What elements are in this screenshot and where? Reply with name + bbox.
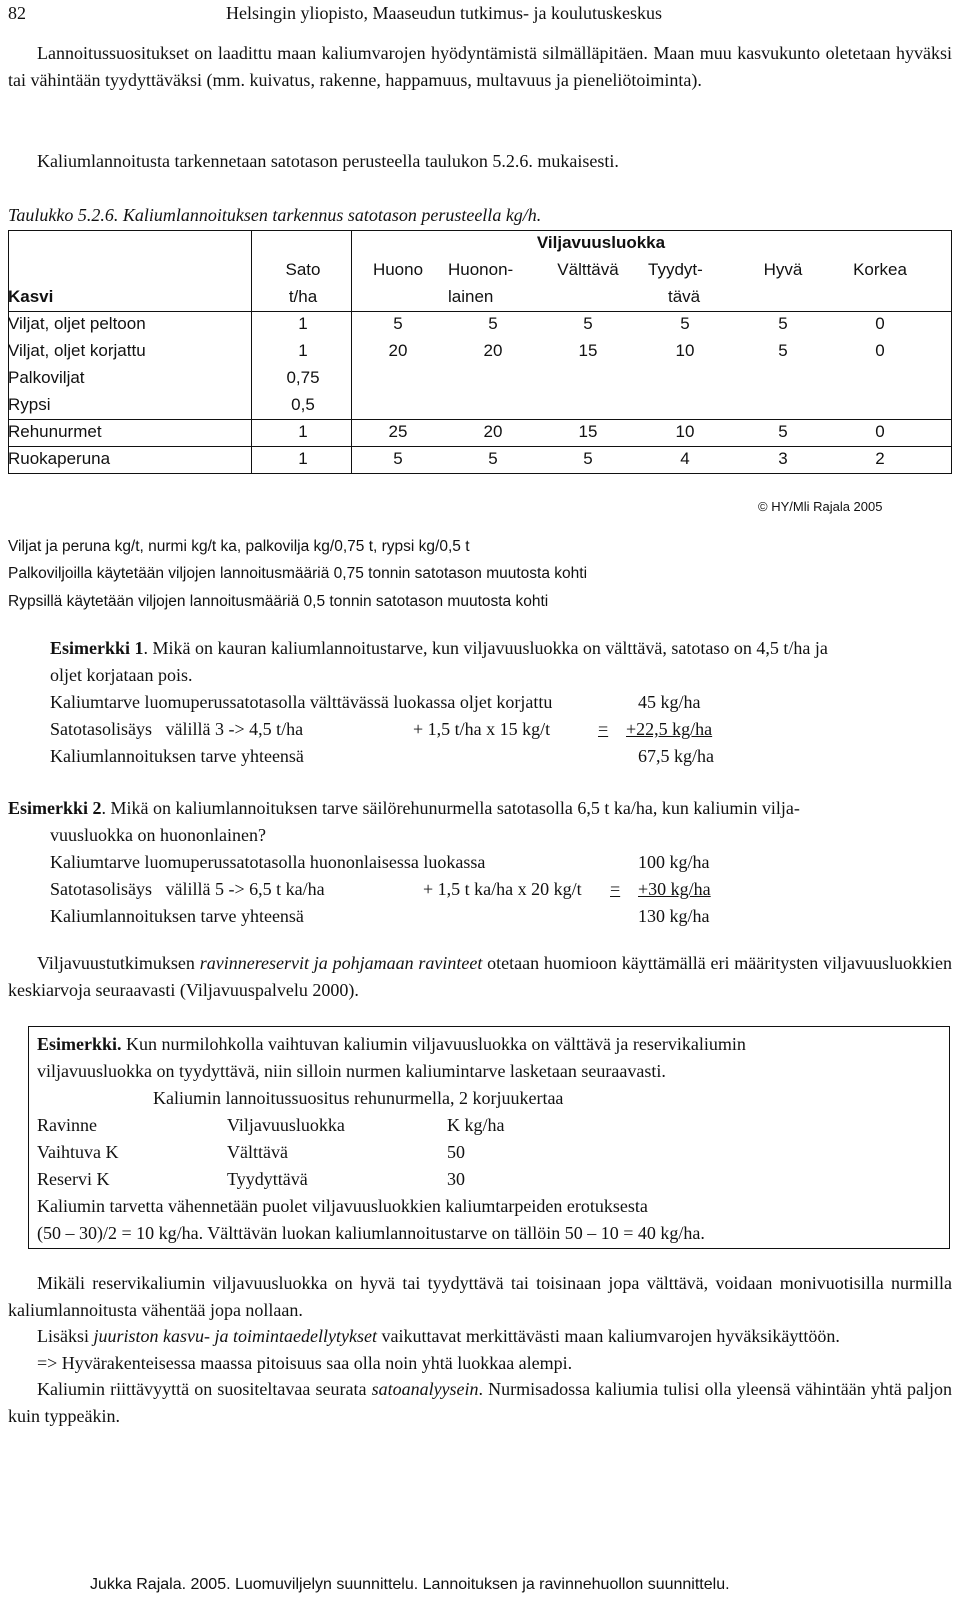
row-value: 25	[388, 422, 408, 441]
col-tyydyttava-2: tävä	[668, 287, 701, 306]
table-caption: Taulukko 5.2.6. Kaliumlannoituksen tarkennus satotason perusteella kg/h.	[8, 205, 542, 225]
row-sato: 1	[298, 449, 308, 468]
row-value: 3	[778, 449, 788, 468]
intro-paragraph: Lannoitussuositukset on laadittu maan kaliumvarojen hyödyntämistä silmälläpitäen. Maan muu kasvukunto oletetaan hyväksi tai vähintään tyydyttäväksi (mm. kuivatus, rakenne, happamuus, multavuus ja pieneliötoiminta).	[8, 43, 952, 90]
row-value: 5	[778, 422, 788, 441]
example-1-question: . Mikä on kauran kaliumlannoitustarve, kun viljavuusluokka on välttävä, satotaso on 4,5 t/ha ja	[143, 638, 828, 658]
row-value: 20	[483, 341, 503, 360]
row-value: 20	[388, 341, 408, 360]
col-huono: Huono	[372, 260, 424, 279]
row-sato: 1	[298, 341, 308, 360]
col-valttava: Välttävä	[557, 260, 619, 279]
row-value: 5	[488, 449, 498, 468]
row-value: 2	[875, 449, 885, 468]
example-1-value-3: 67,5 kg/ha	[638, 746, 714, 766]
box-r2-luokka: Tyydyttävä	[227, 1169, 308, 1189]
row-sato: 1	[298, 314, 308, 333]
fertilization-table	[8, 230, 952, 482]
note-line: Palkoviljoilla käytetään viljojen lannoitusmääriä 0,75 tonnin satotason muutosta kohti	[8, 565, 588, 583]
col-sato: Sato	[285, 260, 321, 279]
row-kasvi: Viljat, oljet korjattu	[8, 341, 146, 360]
col-hyva: Hyvä	[763, 260, 803, 279]
example-1-line-2: Satotasolisäys välillä 3 -> 4,5 t/ha	[50, 719, 304, 739]
row-value: 5	[680, 314, 690, 333]
example-2-question: . Mikä on kaliumlannoituksen tarve säilörehunurmella satotasolla 6,5 t ka/ha, kun kaliumin vilja-	[101, 798, 800, 818]
box-text-2: viljavuusluokka on tyydyttävä, niin silloin nurmen kaliumintarve lasketaan seuraavasti.	[37, 1061, 666, 1081]
example-2-line-2: Satotasolisäys välillä 5 -> 6,5 t ka/ha	[50, 879, 325, 899]
example-2	[8, 795, 952, 930]
row-value: 5	[488, 314, 498, 333]
example-2-value-2: +30 kg/ha	[638, 879, 711, 899]
example-2-value-3: 130 kg/ha	[638, 906, 710, 926]
row-value: 5	[393, 449, 403, 468]
box-r1-luokka: Välttävä	[227, 1142, 288, 1162]
example-box	[28, 1026, 950, 1249]
row-value: 0	[875, 341, 885, 360]
row-kasvi: Ruokaperuna	[8, 449, 111, 468]
example-2-label: Esimerkki 2	[8, 798, 102, 818]
row-value: 4	[680, 449, 690, 468]
example-2-line-1: Kaliumtarve luomuperussatotasolla huononlaisessa luokassa	[50, 852, 486, 872]
row-value: 15	[578, 422, 598, 441]
row-sato: 1	[298, 422, 308, 441]
running-head: Helsingin yliopisto, Maaseudun tutkimus- ja koulutuskeskus	[226, 3, 662, 23]
box-r1-ravinne: Vaihtuva K	[37, 1142, 119, 1162]
closing-paragraph-4	[8, 1376, 952, 1429]
page-footer: Jukka Rajala. 2005. Luomuviljelyn suunnittelu. Lannoituksen ja ravinnehuollon suunnittelu.	[90, 1576, 730, 1593]
closing-emphasis: juuriston kasvu- ja toimintaedellytykset	[93, 1326, 377, 1346]
closing-paragraph-1: Mikäli reservikaliumin viljavuusluokka on hyvä tai tyydyttävä tai toisinaan jopa välttävä, voidaan monivuotisilla nurmilla kaliumlannoitusta vähentää jopa nollaan.	[8, 1273, 952, 1320]
intro-paragraph-2: Kaliumlannoitusta tarkennetaan satotason perusteella taulukon 5.2.6. mukaisesti.	[37, 151, 619, 171]
col-tyydyttava: Tyydyt-	[648, 260, 703, 279]
example-1-value-1: 45 kg/ha	[638, 692, 701, 712]
closing-text: Kaliumin riittävyyttä on suositeltavaa seurata	[37, 1379, 372, 1399]
example-2-value-1: 100 kg/ha	[638, 852, 710, 872]
box-r1-kg: 50	[447, 1142, 465, 1162]
row-sato: 0,75	[286, 368, 320, 387]
row-kasvi: Palkoviljat	[8, 368, 85, 387]
reserve-emphasis: ravinnereservit ja pohjamaan ravinteet	[199, 953, 483, 973]
row-value: 5	[778, 341, 788, 360]
col-kasvi: Kasvi	[8, 287, 54, 306]
example-2-eq: =	[610, 879, 621, 899]
box-th-luokka: Viljavuusluokka	[227, 1115, 345, 1135]
row-value: 0	[875, 422, 885, 441]
note-line: Viljat ja peruna kg/t, nurmi kg/t ka, palkovilja kg/0,75 t, rypsi kg/0,5 t	[8, 538, 470, 555]
box-th-kg: K kg/ha	[447, 1115, 505, 1135]
example-1-line-3: Kaliumlannoituksen tarve yhteensä	[50, 746, 304, 766]
closing-paragraph-2	[8, 1323, 952, 1350]
col-sato-unit: t/ha	[288, 287, 318, 306]
row-value: 5	[393, 314, 403, 333]
row-kasvi: Viljat, oljet peltoon	[8, 314, 146, 333]
example-2-line-3: Kaliumlannoituksen tarve yhteensä	[50, 906, 304, 926]
table-notes	[8, 533, 587, 615]
example-1-value-2: +22,5 kg/ha	[626, 719, 713, 739]
closing-emphasis: satoanalyysein	[371, 1379, 479, 1399]
example-1-line-1: Kaliumtarve luomuperussatotasolla välttävässä luokassa oljet korjattu	[50, 692, 553, 712]
example-1-label: Esimerkki 1	[50, 638, 144, 658]
row-value: 15	[578, 341, 598, 360]
example-1-calc-2: + 1,5 t/ha x 15 kg/t	[413, 719, 551, 739]
copyright-note: © HY/Mli Rajala 2005	[758, 499, 883, 514]
row-value: 10	[675, 422, 695, 441]
box-r2-kg: 30	[447, 1169, 465, 1189]
note-line: Rypsillä käytetään viljojen lannoitusmääriä 0,5 tonnin satotason muutosta kohti	[8, 592, 549, 610]
row-value: 20	[483, 422, 503, 441]
group-header: Viljavuusluokka	[536, 233, 666, 252]
box-subtitle: Kaliumin lannoitussuositus rehunurmella, 2 korjuukertaa	[153, 1088, 564, 1108]
box-text: Kun nurmilohkolla vaihtuvan kaliumin viljavuusluokka on välttävä ja reservikaliumin	[121, 1034, 746, 1054]
example-1-eq: =	[598, 719, 609, 739]
reserve-paragraph	[8, 950, 952, 1003]
row-sato: 0,5	[291, 395, 315, 414]
row-kasvi: Rypsi	[8, 395, 51, 414]
closing-paragraphs	[8, 1270, 952, 1429]
row-value: 5	[583, 314, 593, 333]
row-value: 5	[583, 449, 593, 468]
closing-text: Lisäksi	[37, 1326, 94, 1346]
box-text-4: (50 – 30)/2 = 10 kg/ha. Välttävän luokan kaliumlannoitustarve on tällöin 50 – 10 = 40 kg/ha.	[37, 1223, 705, 1243]
closing-text-end: vaikuttavat merkittävästi maan kaliumvarojen hyväksikäyttöön.	[376, 1326, 840, 1346]
box-th-ravinne: Ravinne	[37, 1115, 97, 1135]
example-1-question-cont: oljet korjataan pois.	[50, 665, 193, 685]
row-value: 0	[875, 314, 885, 333]
closing-paragraph-3: => Hyvärakenteisessa maassa pitoisuus saa olla noin yhtä luokkaa alempi.	[37, 1352, 573, 1373]
col-huononlainen-2: lainen	[448, 287, 494, 306]
reserve-text: Viljavuustutkimuksen	[37, 953, 200, 973]
box-r2-ravinne: Reservi K	[37, 1169, 110, 1189]
box-label: Esimerkki.	[37, 1034, 122, 1054]
closing-text-end: . Nurmisadossa kaliumia tulisi olla yleensä vähintään yhtä paljon kuin typpeäkin.	[8, 1379, 952, 1426]
example-1	[50, 635, 952, 765]
row-kasvi: Rehunurmet	[8, 422, 102, 441]
example-2-calc-2: + 1,5 t ka/ha x 20 kg/t	[423, 879, 582, 899]
col-korkea: Korkea	[853, 260, 907, 279]
reserve-text-end: otetaan huomioon käyttämällä eri määritysten viljavuusluokkien keskiarvoja seuraavasti (Viljavuuspalvelu 2000).	[8, 953, 952, 1000]
page-number: 82	[8, 3, 26, 23]
example-2-question-cont: vuusluokka on huononlainen?	[50, 825, 266, 845]
box-text-3: Kaliumin tarvetta vähennetään puolet viljavuusluokkien kaliumtarpeiden erotuksesta	[37, 1196, 648, 1216]
col-huononlainen: Huonon-	[448, 260, 514, 279]
row-value: 5	[778, 314, 788, 333]
row-value: 10	[675, 341, 695, 360]
